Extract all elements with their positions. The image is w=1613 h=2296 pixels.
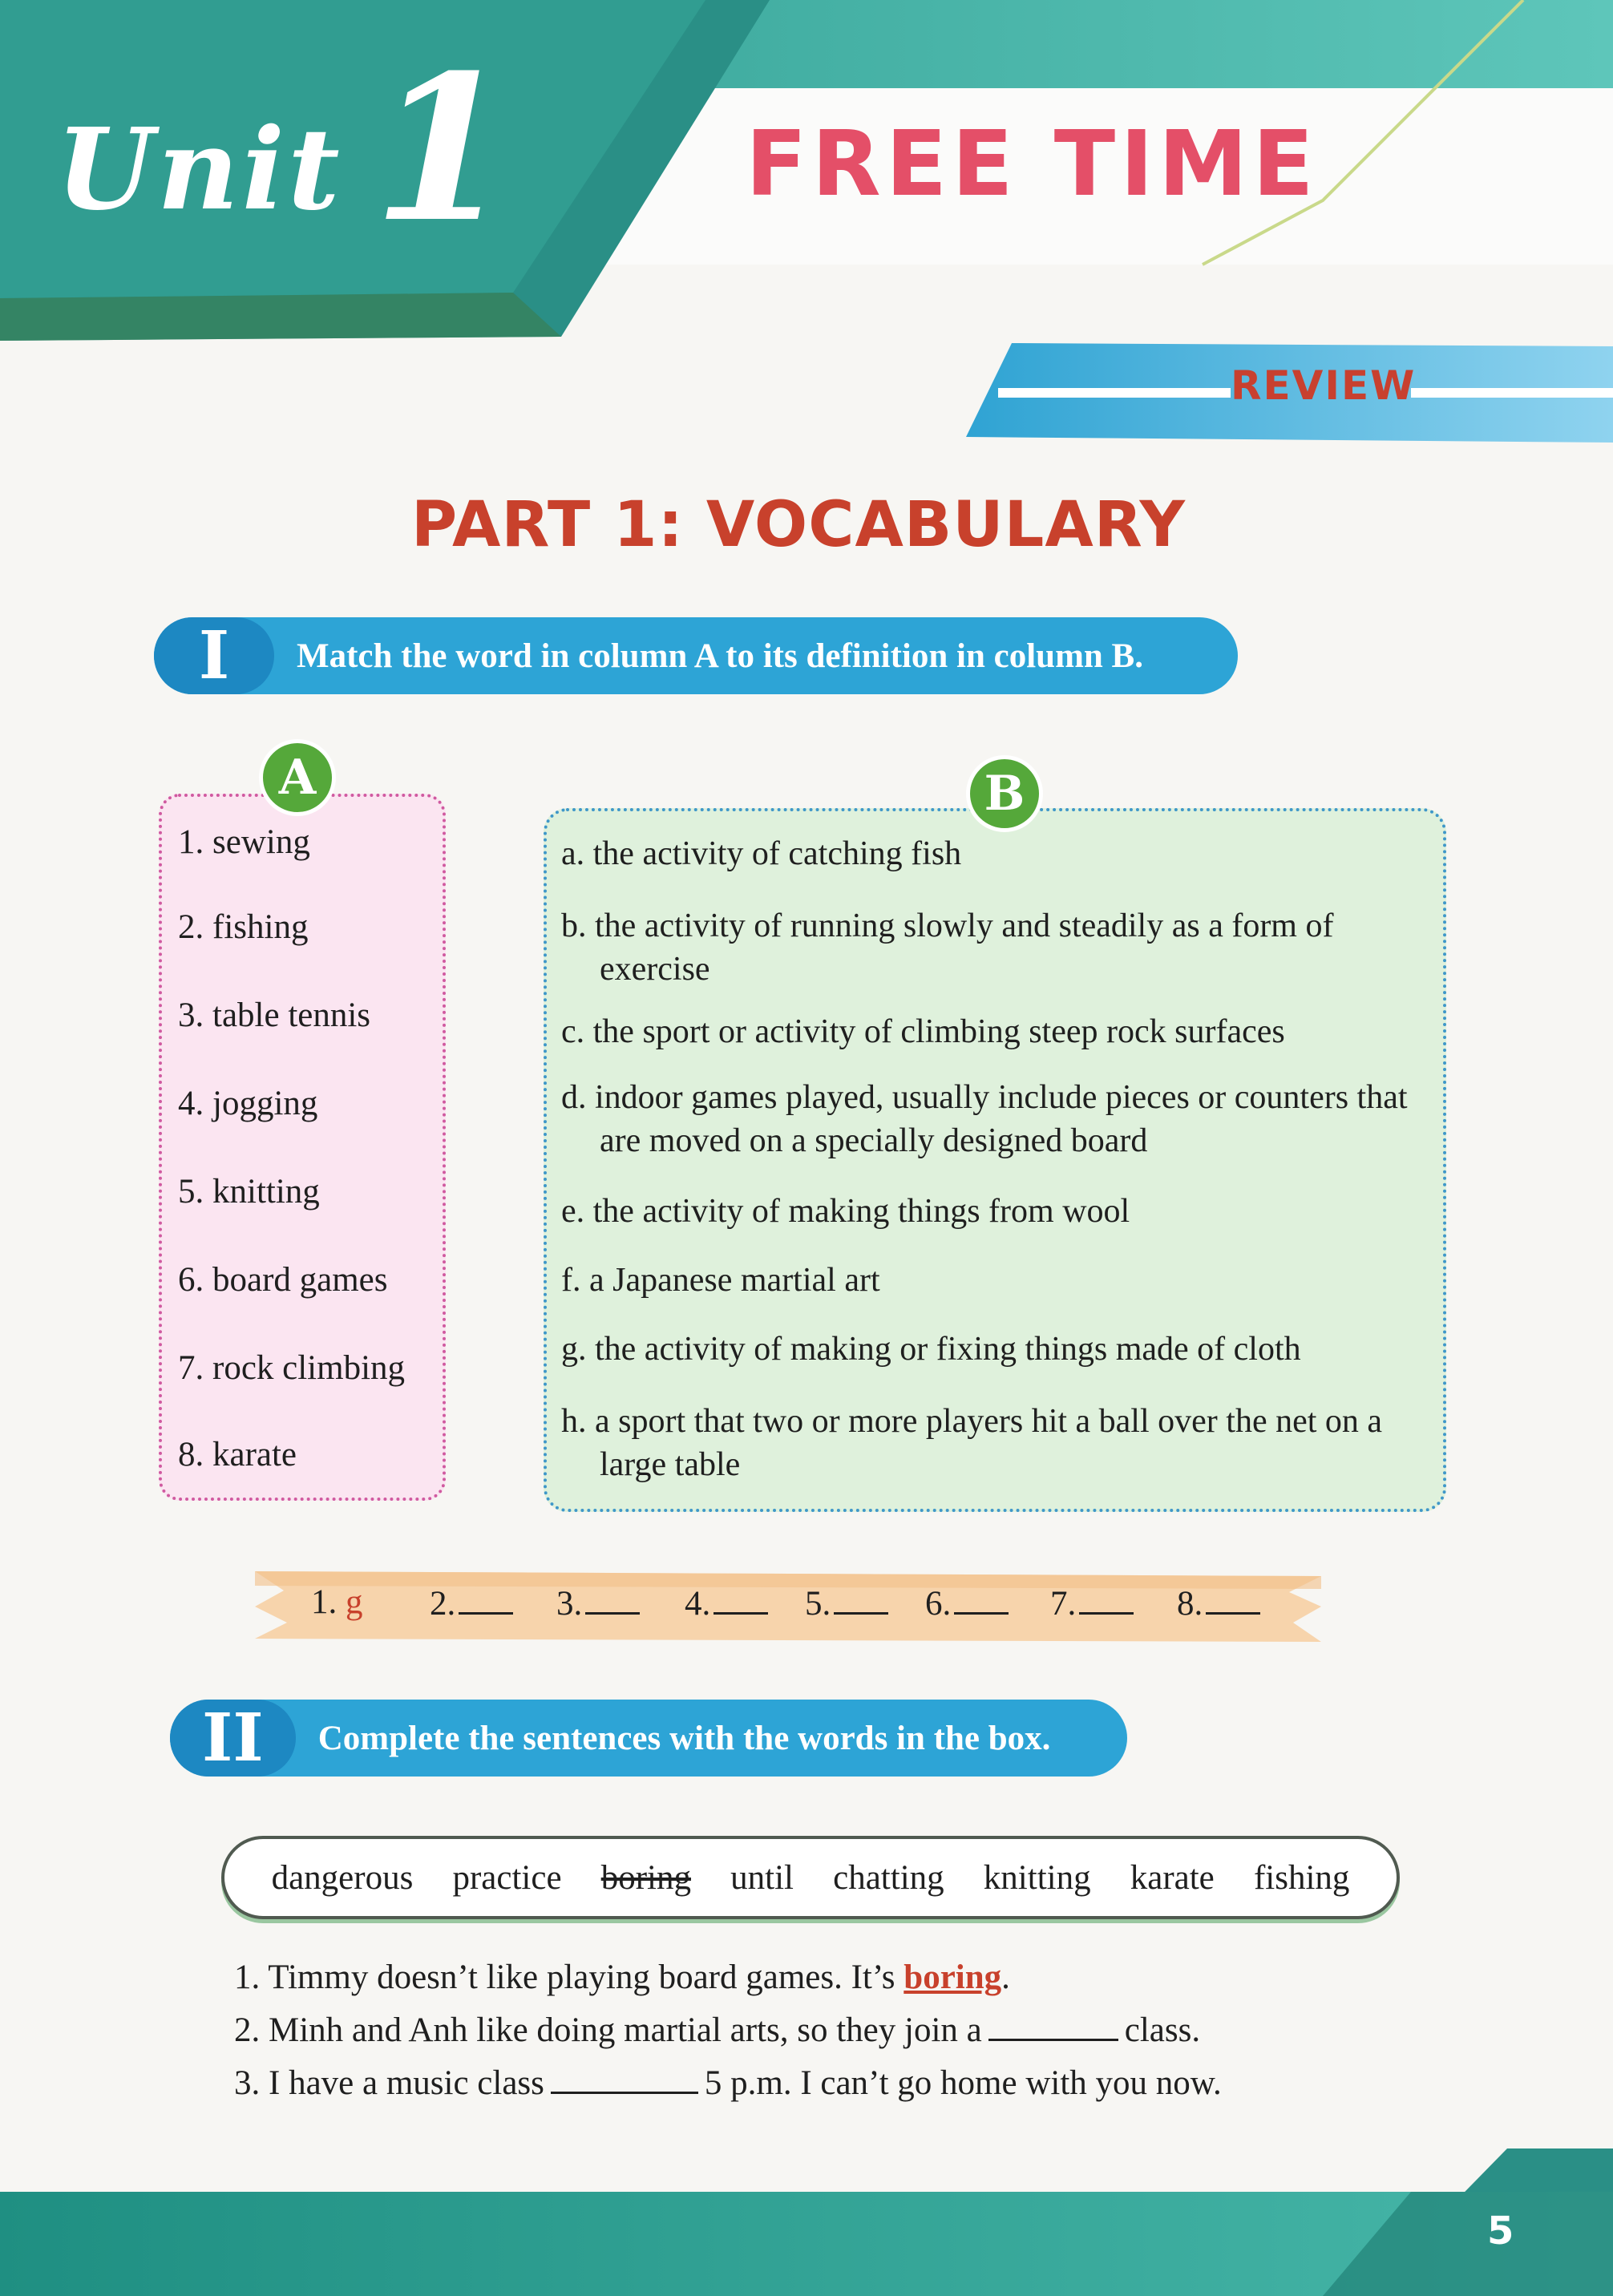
part-title-text: PART 1: VOCABULARY xyxy=(411,489,1186,561)
column-a-item: 5. knitting xyxy=(178,1173,320,1211)
column-b-item: e. the activity of making things from wool xyxy=(561,1193,1130,1230)
answer-slot[interactable]: 3. xyxy=(556,1583,640,1623)
column-a-item: 2. fishing xyxy=(178,908,309,946)
word-box-item: knitting xyxy=(983,1858,1091,1897)
review-label: REVIEW xyxy=(1231,362,1417,409)
exercise-2-header xyxy=(170,1700,1127,1777)
answer-blank[interactable] xyxy=(1079,1583,1134,1615)
sentence-answer: boring xyxy=(904,1958,1002,1996)
exercise-2-instruction: Complete the sentences with the words in the box. xyxy=(317,1719,1051,1757)
column-a-item: 7. rock climbing xyxy=(178,1349,406,1387)
word-box-item: karate xyxy=(1130,1858,1215,1897)
unit-title: FREE TIME xyxy=(746,112,1319,216)
sentence-2: 2. Minh and Anh like doing martial arts, so they join a class. xyxy=(234,2011,1201,2049)
column-b-item: g. the activity of making or fixing things made of cloth xyxy=(561,1331,1301,1368)
answer-blank[interactable] xyxy=(834,1583,888,1615)
answer-strip xyxy=(255,1565,1321,1648)
exercise-1-header xyxy=(154,617,1238,694)
exercise-1-instruction: Match the word in column A to its definition in column B. xyxy=(297,637,1143,675)
column-b-item: f. a Japanese martial art xyxy=(561,1262,880,1299)
word-box-item-used: boring xyxy=(600,1858,691,1897)
answer-slot[interactable]: 6. xyxy=(925,1583,1009,1623)
answer-strip-ribbon xyxy=(255,1565,1321,1648)
answer-blank[interactable] xyxy=(459,1583,513,1615)
word-box xyxy=(221,1836,1400,1919)
footer-banner xyxy=(0,2148,1613,2296)
unit-label: Unit xyxy=(56,104,343,236)
column-b-item: b. the activity of running slowly and steadily as a form of exercise xyxy=(561,907,1334,988)
exercise-1-number: I xyxy=(154,617,274,694)
sentence-blank[interactable] xyxy=(551,2064,698,2094)
sentence-3: 3. I have a music class 5 p.m. I can’t go home with you now. xyxy=(234,2064,1222,2102)
answer-blank[interactable] xyxy=(585,1583,640,1615)
sentence-blank[interactable] xyxy=(988,2011,1118,2041)
column-b-item: c. the sport or activity of climbing steep rock surfaces xyxy=(561,1013,1285,1050)
unit-number: 1 xyxy=(373,30,512,266)
column-a-item: 6. board games xyxy=(178,1261,388,1299)
column-a-box xyxy=(159,794,446,1501)
column-a-badge: A xyxy=(259,739,336,816)
word-box-item: until xyxy=(730,1858,794,1897)
answer-slot[interactable]: 2. xyxy=(430,1583,513,1623)
column-b-item: a. the activity of catching fish xyxy=(561,835,962,872)
answer-slot[interactable]: 7. xyxy=(1050,1583,1134,1623)
exercise-2-number: II xyxy=(170,1700,296,1777)
column-a-item: 4. jogging xyxy=(178,1085,318,1122)
word-box-item: chatting xyxy=(833,1858,944,1897)
answer-slot[interactable]: 1. g xyxy=(311,1583,363,1621)
column-b-item: h. a sport that two or more players hit a ball over the net on a large table xyxy=(561,1403,1383,1483)
answer-blank[interactable] xyxy=(1206,1583,1260,1615)
answer-value: g xyxy=(346,1583,363,1621)
answer-blank[interactable] xyxy=(954,1583,1009,1615)
sentence-1: 1. Timmy doesn’t like playing board games. It’s boring. xyxy=(234,1958,1010,1996)
column-a-item: 8. karate xyxy=(178,1436,297,1473)
column-b-box xyxy=(544,808,1446,1512)
column-a-item: 3. table tennis xyxy=(178,996,371,1034)
word-box-item: fishing xyxy=(1253,1858,1350,1897)
answer-slot[interactable]: 8. xyxy=(1177,1583,1260,1623)
answer-blank[interactable] xyxy=(714,1583,768,1615)
column-b-badge: B xyxy=(966,755,1043,832)
column-a-item: 1. sewing xyxy=(178,823,310,861)
answer-slot[interactable]: 4. xyxy=(685,1583,768,1623)
page-number: 5 xyxy=(1487,2209,1514,2254)
column-b-item: d. indoor games played, usually include pieces or counters that are moved on a specially designed board xyxy=(561,1079,1408,1159)
part-title xyxy=(0,489,1613,561)
word-box-item: practice xyxy=(452,1858,562,1897)
word-box-item: dangerous xyxy=(271,1858,414,1897)
answer-slot[interactable]: 5. xyxy=(805,1583,888,1623)
